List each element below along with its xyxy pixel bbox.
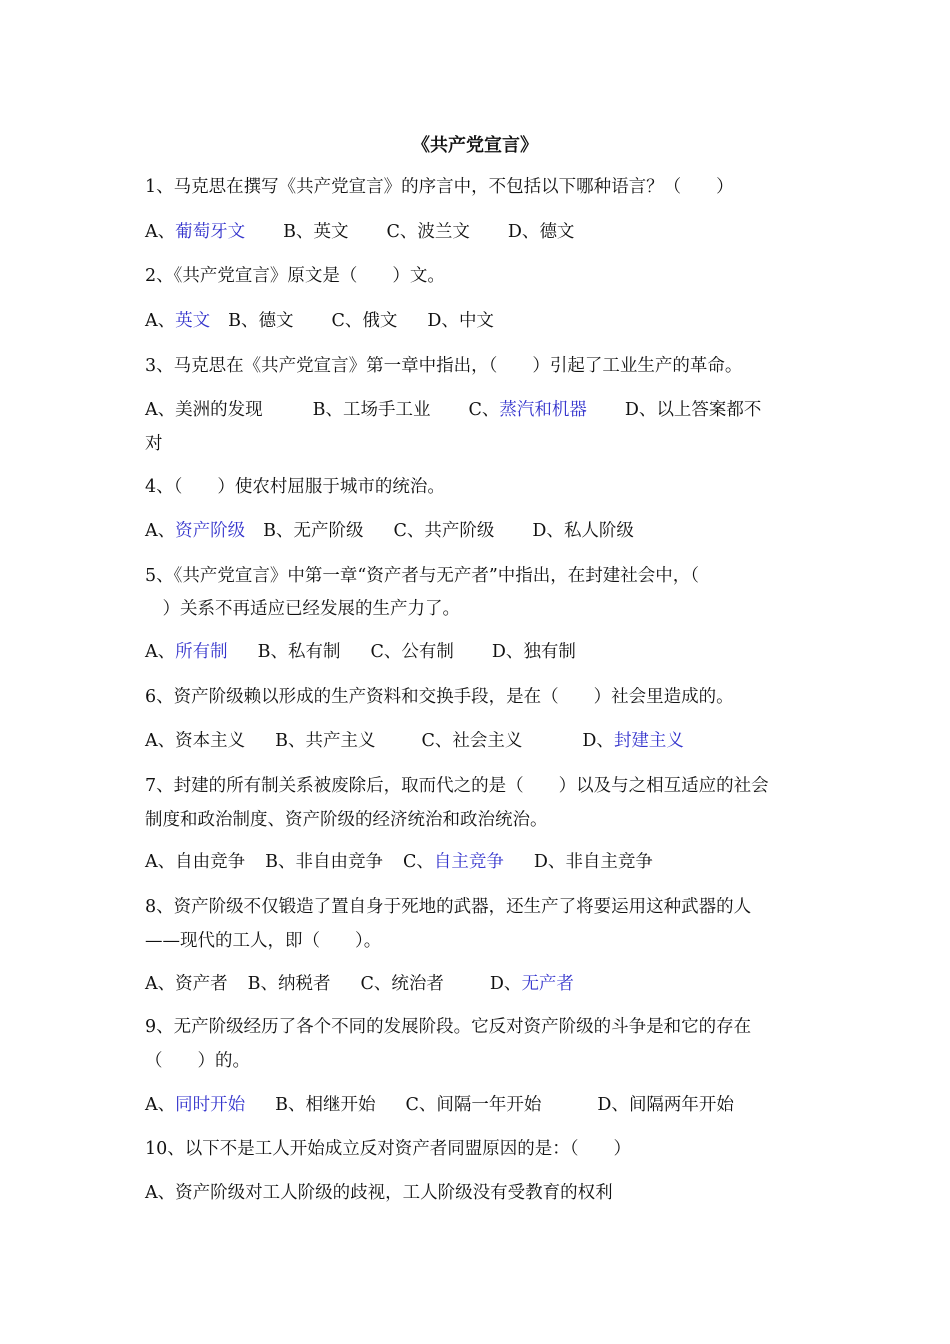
- option-a: [145, 1095, 245, 1115]
- option-letter: A、: [145, 400, 176, 420]
- option-text: 私人阶级: [563, 521, 634, 541]
- question-3-options: [145, 397, 810, 423]
- option-text: 中文: [458, 311, 494, 331]
- question-1-options: [145, 219, 810, 245]
- question-7-text: 7、封建的所有制关系被废除后，取而代之的是（ ）以及与之相互适应的社会: [145, 776, 769, 796]
- option-b: [228, 311, 293, 331]
- option-text: 社会主义: [452, 731, 523, 751]
- correct-answer-text: 英文: [175, 311, 211, 331]
- option-letter: C、: [405, 1095, 437, 1115]
- question-9-text: 9、无产阶级经历了各个不同的发展阶段。它反对资产阶级的斗争是和它的存在: [145, 1017, 752, 1037]
- option-text: 共产阶级: [424, 521, 495, 541]
- question-1-text: 1、马克思在撰写《共产党宣言》的序言中，不包括以下哪种语言？（ ）: [145, 177, 734, 197]
- option-d: [490, 974, 574, 994]
- option-b: [263, 521, 363, 541]
- correct-answer-text: 所有制: [175, 642, 228, 662]
- option-text: 独有制: [523, 642, 576, 662]
- option-letter: A、: [145, 222, 176, 242]
- option-c: [387, 222, 470, 242]
- question-2-options: [145, 308, 810, 334]
- option-letter: D、: [624, 400, 657, 420]
- option-text: 统治者: [391, 974, 444, 994]
- option-b: [258, 642, 341, 662]
- option-d: [508, 222, 575, 242]
- option-b: [275, 1095, 375, 1115]
- option-c: [361, 974, 444, 994]
- question-7-text: 制度和政治制度、资产阶级的经济统治和政治统治。: [145, 810, 548, 830]
- option-letter: C、: [468, 400, 500, 420]
- option-a: [145, 642, 228, 662]
- option-c: [406, 1095, 542, 1115]
- option-d: [427, 311, 494, 331]
- page-title: 《共产党宣言》: [412, 135, 538, 156]
- correct-answer-text: 无产者: [521, 974, 574, 994]
- option-c: [469, 400, 587, 420]
- option-b: [275, 731, 375, 751]
- question-5-options: [145, 639, 810, 665]
- option-letter: B、: [275, 1095, 306, 1115]
- question-10-text: 10、以下不是工人开始成立反对资产者同盟原因的是：（ ）: [145, 1139, 632, 1159]
- option-b: [265, 852, 383, 872]
- option-letter: A、: [145, 521, 176, 541]
- option-letter: A、: [145, 1183, 176, 1203]
- question-9-text: （ ）的。: [145, 1051, 250, 1071]
- option-letter: D、: [507, 222, 540, 242]
- option-text: 资产阶级对工人阶级的歧视，工人阶级没有受教育的权利: [175, 1183, 613, 1203]
- question-8-text: 8、资产阶级不仅锻造了置自身于死地的武器，还生产了将要运用这种武器的人: [145, 897, 752, 917]
- option-c: [332, 311, 398, 331]
- question-5-text: ）关系不再适应已经发展的生产力了。: [145, 599, 460, 619]
- option-a: [145, 311, 210, 331]
- option-c: [371, 642, 454, 662]
- question-3-text: 3、马克思在《共产党宣言》第一章中指出，（ ）引起了工业生产的革命。: [145, 356, 743, 376]
- option-text: 英文: [313, 222, 349, 242]
- option-d: [625, 400, 762, 420]
- option-letter: D、: [427, 311, 459, 331]
- correct-answer-text: 同时开始: [175, 1095, 246, 1115]
- option-letter: A、: [145, 311, 176, 331]
- correct-answer-text: 自主竞争: [433, 852, 504, 872]
- correct-answer-text: 蒸汽和机器: [499, 400, 587, 420]
- question-6-options: [145, 728, 810, 754]
- option-a: [145, 731, 245, 751]
- option-c: [403, 852, 504, 872]
- option-a: [145, 852, 245, 872]
- option-text: 间隔一年开始: [436, 1095, 542, 1115]
- option-text: 资本主义: [175, 731, 246, 751]
- option-text: 波兰文: [417, 222, 470, 242]
- option-text: 相继开始: [305, 1095, 376, 1115]
- option-letter: A、: [145, 642, 176, 662]
- question-3-options-continued: 对: [145, 434, 163, 454]
- option-text: 以上答案都不: [656, 400, 762, 420]
- option-letter: C、: [393, 521, 425, 541]
- option-letter: A、: [145, 852, 176, 872]
- question-7-options: [145, 849, 810, 875]
- option-letter: C、: [421, 731, 453, 751]
- option-letter: C、: [403, 852, 434, 872]
- option-a: [145, 222, 245, 242]
- option-letter: D、: [491, 642, 524, 662]
- option-text: 非自主竞争: [565, 852, 653, 872]
- option-a: [145, 974, 228, 994]
- question-4-text: 4、（ ）使农村屈服于城市的统治。: [145, 477, 445, 497]
- option-text: 共产主义: [305, 731, 376, 751]
- correct-answer-text: 资产阶级: [175, 521, 246, 541]
- option-a: [145, 1183, 613, 1203]
- option-text: 资产者: [175, 974, 228, 994]
- option-letter: B、: [257, 642, 289, 662]
- option-text: 间隔两年开始: [628, 1095, 734, 1115]
- option-letter: C、: [386, 222, 418, 242]
- option-text: 俄文: [362, 311, 398, 331]
- option-text: 自由竞争: [175, 852, 246, 872]
- option-text: 美洲的发现: [175, 400, 263, 420]
- option-a: [145, 400, 263, 420]
- option-b: [313, 400, 431, 420]
- option-d: [492, 642, 576, 662]
- option-letter: A、: [145, 731, 176, 751]
- option-text: 工场手工业: [343, 400, 431, 420]
- option-letter: B、: [275, 731, 306, 751]
- option-b: [248, 974, 331, 994]
- option-b: [283, 222, 348, 242]
- question-8-text: ——现代的工人，即（ ）。: [145, 931, 382, 951]
- question-9-options: [145, 1092, 810, 1118]
- correct-answer-text: 葡萄牙文: [175, 222, 246, 242]
- question-10-options: [145, 1180, 810, 1206]
- question-6-text: 6、资产阶级赖以形成的生产资料和交换手段，是在（ ）社会里造成的。: [145, 687, 734, 707]
- option-letter: C、: [331, 311, 363, 331]
- option-text: 无产阶级: [293, 521, 364, 541]
- option-c: [422, 731, 523, 751]
- option-d: [582, 731, 684, 751]
- option-letter: D、: [532, 521, 564, 541]
- option-letter: B、: [312, 400, 344, 420]
- option-letter: B、: [265, 852, 296, 872]
- option-d: [597, 1095, 734, 1115]
- option-text: 德文: [539, 222, 575, 242]
- option-letter: C、: [370, 642, 402, 662]
- question-2-text: 2、《共产党宣言》原文是（ ）文。: [145, 266, 445, 286]
- option-a: [145, 521, 245, 541]
- option-letter: D、: [533, 852, 566, 872]
- option-c: [394, 521, 495, 541]
- option-letter: B、: [247, 974, 279, 994]
- question-8-options: [145, 971, 810, 997]
- question-5-text: 5、《共产党宣言》中第一章“资产者与无产者”中指出，在封建社会中，（: [145, 566, 700, 586]
- option-d: [534, 852, 653, 872]
- option-text: 非自由竞争: [295, 852, 384, 872]
- option-letter: B、: [283, 222, 314, 242]
- question-4-options: [145, 518, 810, 544]
- option-text: 德文: [258, 311, 294, 331]
- option-letter: A、: [145, 1095, 176, 1115]
- option-letter: D、: [489, 974, 522, 994]
- option-letter: B、: [228, 311, 259, 331]
- option-text: 私有制: [288, 642, 341, 662]
- correct-answer-text: 封建主义: [613, 731, 684, 751]
- option-letter: B、: [263, 521, 294, 541]
- option-letter: A、: [145, 974, 176, 994]
- option-text: 公有制: [401, 642, 454, 662]
- option-d: [532, 521, 634, 541]
- option-letter: C、: [360, 974, 392, 994]
- option-letter: D、: [597, 1095, 629, 1115]
- option-text: 纳税者: [278, 974, 331, 994]
- option-letter: D、: [582, 731, 614, 751]
